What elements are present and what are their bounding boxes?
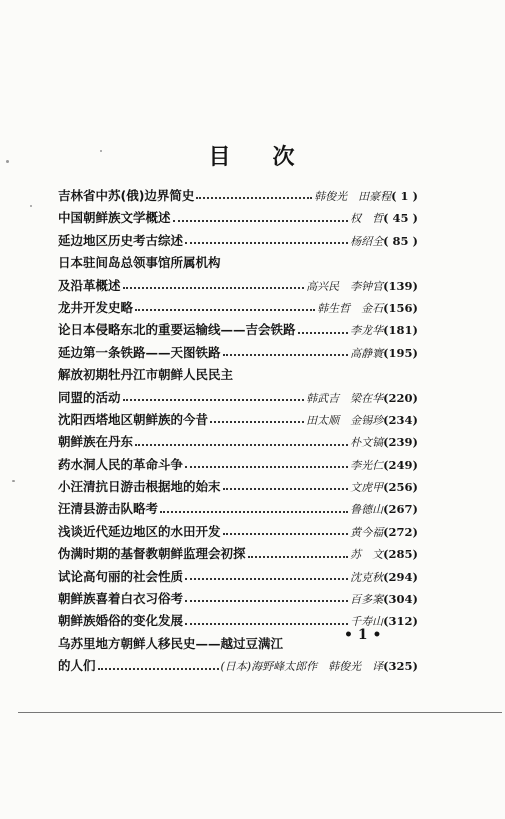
toc-entry-page: (294) (383, 569, 418, 584)
dot-leader (135, 444, 348, 446)
toc-entry-page: ( 85 ) (383, 233, 418, 248)
dot-leader (223, 354, 349, 356)
toc-entry-page: (312) (383, 614, 418, 629)
dot-leader (185, 600, 348, 602)
toc-entry (58, 499, 418, 521)
toc-entry-title: 浅谈近代延边地区的水田开发 (58, 523, 221, 539)
toc-entry-title: 及沿革概述 (58, 277, 121, 293)
toc-entry-title: 吉林省中苏(俄)边界简史 (58, 188, 195, 203)
toc-entry-author: 李龙华 (350, 324, 384, 338)
toc-entry-title: 中国朝鲜族文学概述 (58, 210, 171, 226)
toc-entry-author: 朴文镐 (350, 436, 384, 450)
toc-entry-page: (256) (383, 480, 418, 495)
toc-entry-title: 朝鲜族在丹东 (58, 434, 134, 450)
toc-entry-author: 文虎甲 (350, 481, 384, 495)
toc-entry-page: (220) (383, 390, 418, 405)
toc-entry-author: 韩生哲 金石 (317, 301, 384, 315)
toc-entry (58, 343, 418, 365)
page-title (0, 140, 505, 171)
toc-entry-title: 乌苏里地方朝鲜人移民史——越过豆满江 (58, 635, 284, 651)
dot-leader (185, 242, 348, 244)
toc-entry-page: (156) (383, 300, 418, 315)
title-char-ci: 次 (272, 145, 297, 170)
toc-entry (58, 298, 418, 320)
toc-entry-author: (日本)海野峰太郎作 韩俊光 译 (220, 660, 384, 674)
toc-entry-page: (181) (383, 323, 418, 338)
toc-entry-title: 解放初期牡丹江市朝鲜人民民主 (58, 367, 234, 383)
toc-entry (58, 589, 418, 611)
toc-entry-page: (267) (383, 502, 418, 517)
dot-leader (223, 488, 349, 490)
toc-entry-title: 同盟的活动 (58, 389, 121, 405)
scan-speck (12, 480, 15, 482)
toc-entry-title: 伪满时期的基督教朝鲜监理会初探 (58, 546, 246, 562)
toc-entry-title: 朝鲜族婚俗的变化发展 (58, 613, 184, 629)
dot-leader (185, 578, 348, 580)
toc-entry (58, 544, 418, 566)
toc-entry (58, 455, 418, 477)
toc-entry-page: (195) (383, 345, 418, 360)
toc-entry (58, 477, 418, 499)
toc-entry-title: 论日本侵略东北的重要运输线——吉会铁路 (58, 322, 296, 338)
toc-entry (58, 410, 418, 432)
toc-entry-author: 高静寰 (350, 346, 384, 360)
toc-entry-author: 高兴民 李钟官 (306, 279, 384, 293)
toc-entry (58, 208, 418, 230)
toc-entry-page: (239) (383, 435, 418, 450)
toc-entry-author: 杨绍全 (350, 234, 384, 248)
toc-entry-page: (234) (383, 412, 418, 427)
toc-entry (58, 320, 418, 342)
toc-entry-author: 黄今福 (350, 525, 384, 539)
toc-entry-author: 鲁德山 (350, 503, 384, 517)
toc-entry (58, 253, 418, 275)
toc-entry (58, 276, 418, 298)
toc-entry (58, 186, 418, 208)
toc-entry-author: 李光仁 (350, 458, 384, 472)
page-number: • 1 • (344, 627, 382, 643)
toc-entry-title: 延边第一条铁路——天图铁路 (58, 344, 221, 360)
toc-entry-title: 试论高句丽的社会性质 (58, 568, 184, 584)
toc-entry (58, 388, 418, 410)
toc-entry-author: 沈克秋 (350, 570, 384, 584)
toc-entry-author: 韩俊光 田豪程 (314, 190, 392, 203)
bottom-rule (18, 712, 502, 713)
toc-entry-title: 小汪清抗日游击根据地的始末 (58, 479, 221, 495)
dot-leader (173, 220, 349, 222)
scan-speck (30, 205, 32, 207)
toc-entry-page: (139) (383, 278, 418, 293)
dot-leader (248, 556, 349, 558)
toc-entry-author: 田太顺 金锡珍 (306, 413, 384, 427)
dot-leader (196, 197, 312, 199)
toc-entry-title: 药水洞人民的革命斗争 (58, 456, 184, 472)
toc-entry-title: 日本驻间岛总领事馆所属机构 (58, 255, 221, 271)
dot-leader (135, 309, 315, 311)
toc-entry-title: 汪清县游击队略考 (58, 501, 159, 517)
toc-entry-title: 朝鲜族喜着白衣习俗考 (58, 591, 184, 607)
toc-entry-author: 韩武吉 梁在华 (306, 391, 384, 405)
toc-entry-page: (304) (383, 592, 418, 607)
toc-entry-title: 龙井开发史略 (58, 299, 134, 315)
toc-entry-title: 沈阳西塔地区朝鲜族的今昔 (58, 411, 209, 427)
toc-entry-author: 权 哲 (350, 212, 384, 226)
dot-leader (223, 533, 349, 535)
toc-entry-author: 苏 文 (350, 548, 384, 562)
toc-entry (58, 432, 418, 454)
toc-entry-author: 百多案 (350, 593, 384, 607)
toc-entry-title: 延边地区历史考古综述 (58, 232, 184, 248)
toc-entry-page: ( 1 ) (391, 189, 418, 203)
dot-leader (185, 466, 348, 468)
dot-leader (123, 287, 305, 289)
toc-entry-page: (272) (383, 524, 418, 539)
toc-entry-page: (325) (383, 659, 418, 674)
dot-leader (185, 623, 348, 625)
dot-leader (160, 511, 348, 513)
dot-leader (298, 332, 349, 334)
toc-entry (58, 365, 418, 387)
toc-entry-page: (249) (383, 457, 418, 472)
toc-entry-page: ( 45 ) (383, 211, 418, 226)
dot-leader (98, 668, 219, 670)
toc-entry (58, 567, 418, 589)
toc-entry-title: 的人们 (58, 658, 96, 674)
title-char-mu: 目 (208, 145, 233, 170)
toc-entry (58, 522, 418, 544)
dot-leader (123, 399, 305, 401)
toc-entry (58, 231, 418, 253)
toc-entry (58, 656, 418, 678)
dot-leader (210, 421, 304, 423)
toc-entry-author: 千寿山 (350, 615, 384, 629)
toc-entry-page: (285) (383, 547, 418, 562)
table-of-contents (58, 186, 418, 679)
